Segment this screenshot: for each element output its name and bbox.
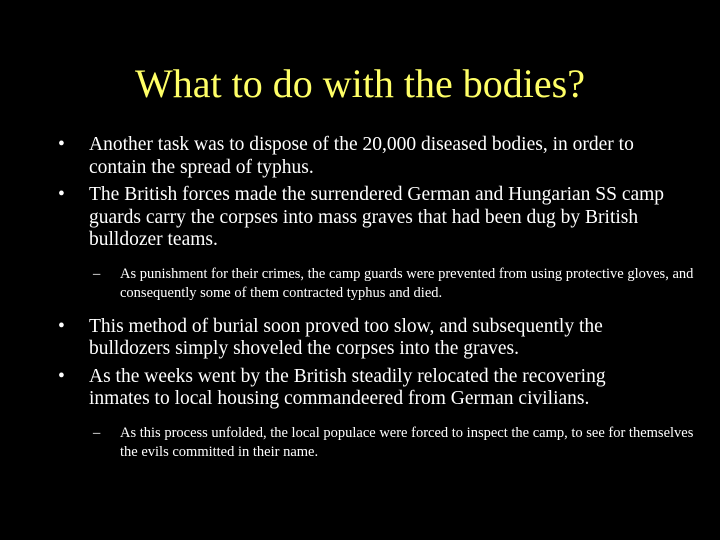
bullet-icon: • xyxy=(58,315,65,337)
sub-bullet-item xyxy=(93,265,695,303)
bullet-icon: • xyxy=(58,365,65,387)
bullet-item xyxy=(58,366,668,411)
bullet-text: As the weeks went by the British steadily relocated the recovering inmates to local housing commandeered from German civilians. xyxy=(89,365,606,409)
bullet-icon: • xyxy=(58,184,65,205)
bullet-text: The British forces made the surrendered German and Hungarian SS camp guards carry the corpses into mass graves that had been dug by British bulldozer teams. xyxy=(89,184,665,250)
bullet-text: Another task was to dispose of the 20,000 diseased bodies, in order to contain the spread of typhus. xyxy=(89,134,634,178)
bullet-item xyxy=(58,184,668,252)
dash-icon: – xyxy=(93,265,101,282)
bullet-list xyxy=(58,134,694,475)
bullet-text: This method of burial soon proved too slow, and subsequently the bulldozers simply shoveled the corpses into the graves. xyxy=(89,315,603,359)
slide-title: What to do with the bodies? xyxy=(135,61,585,106)
bullet-item xyxy=(58,134,668,179)
bullet-icon: • xyxy=(58,134,65,155)
sub-bullet-text: As punishment for their crimes, the camp guards were prevented from using protective gloves, and consequently some of them contracted typhus and died. xyxy=(120,265,694,301)
bullet-item xyxy=(58,316,668,361)
sub-bullet-item xyxy=(93,424,695,462)
sub-bullet-text: As this process unfolded, the local populace were forced to inspect the camp, to see for themselves the evils committed in their name. xyxy=(120,424,694,460)
dash-icon: – xyxy=(93,424,101,441)
